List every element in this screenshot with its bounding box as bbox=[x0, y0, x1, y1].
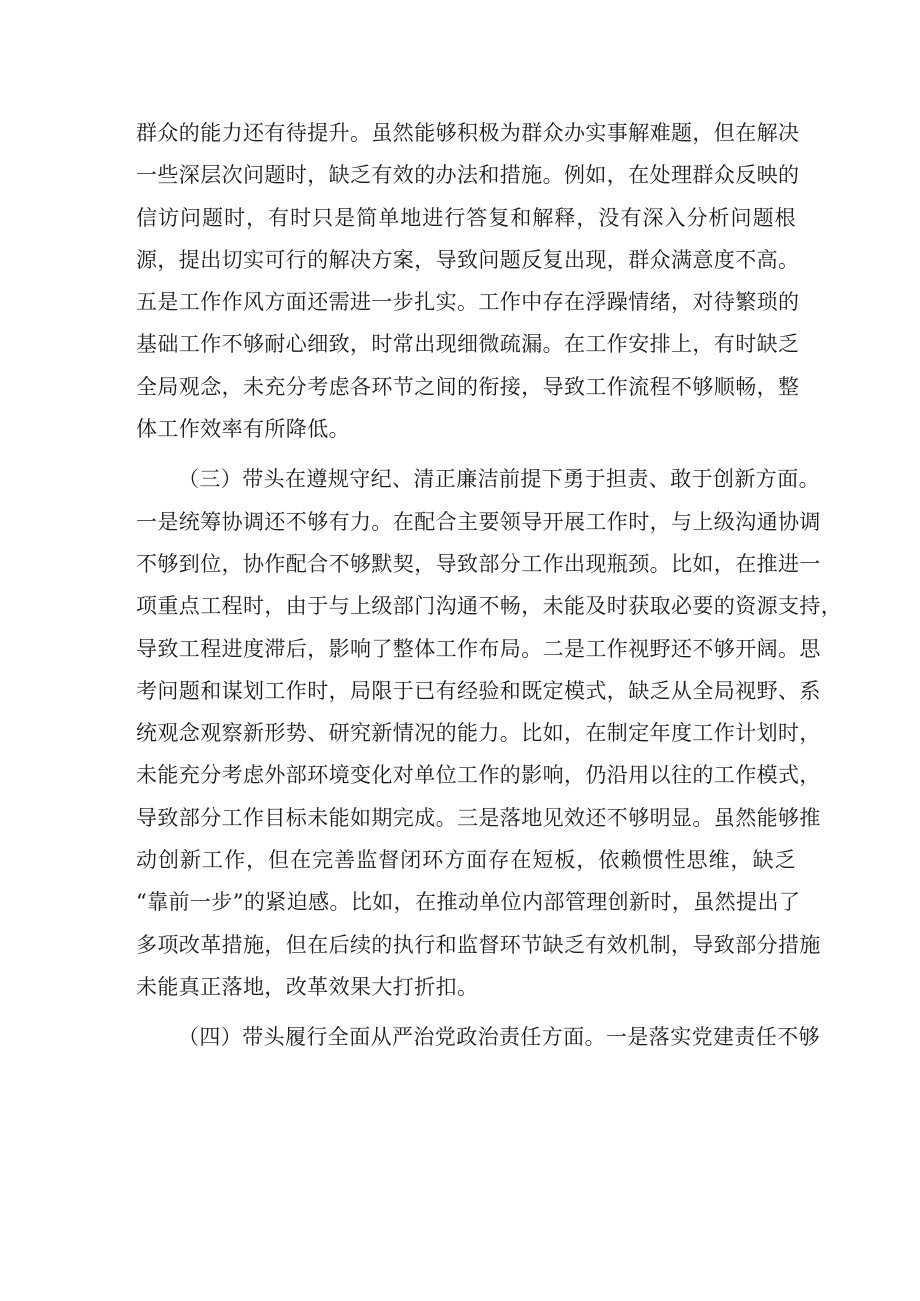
text-line: 五是工作作风方面还需进一步扎实。工作中存在浮躁情绪，对待繁琐的 bbox=[136, 290, 800, 315]
document-body bbox=[136, 112, 843, 1059]
text-line: 未能充分考虑外部环境变化对单位工作的影响，仍沿用以往的工作模式， bbox=[136, 763, 821, 788]
section-heading-line: （三）带头在遵规守纪、清正廉洁前提下勇于担责、敢于创新方面。 bbox=[178, 467, 820, 492]
text-line: 导致部分工作目标未能如期完成。三是落地见效还不够明显。虽然能够推 bbox=[136, 805, 821, 830]
section-heading-line: （四）带头履行全面从严治党政治责任方面。一是落实党建责任不够 bbox=[178, 1025, 820, 1050]
paragraph-gap bbox=[136, 1008, 796, 1016]
text-line: 多项改革措施，但在后续的执行和监督环节缺乏有效机制，导致部分措施 bbox=[136, 932, 821, 957]
text-line: 考问题和谋划工作时，局限于已有经验和既定模式，缺乏从全局视野、系 bbox=[136, 678, 821, 703]
text-line: 一是统筹协调还不够有力。在配合主要领导开展工作时，与上级沟通协调 bbox=[136, 509, 821, 534]
text-line: 一些深层次问题时，缺乏有效的办法和措施。例如，在处理群众反映的 bbox=[136, 163, 800, 188]
text-line: 信访问题时，有时只是简单地进行答复和解释，没有深入分析问题根 bbox=[136, 205, 796, 230]
text-line: 动创新工作，但在完善监督闭环方面存在短板，依赖惯性思维，缺乏 bbox=[136, 848, 796, 873]
text-line: 统观念观察新形势、研究新情况的能力。比如，在制定年度工作计划时， bbox=[136, 721, 821, 746]
text-line: 体工作效率有所降低。 bbox=[136, 417, 350, 442]
text-line: 项重点工程时，由于与上级部门沟通不畅，未能及时获取必要的资源支持， bbox=[136, 594, 843, 619]
text-line: 不够到位，协作配合不够默契，导致部分工作出现瓶颈。比如，在推进一 bbox=[136, 551, 821, 576]
text-line: 基础工作不够耐心细致，时常出现细微疏漏。在工作安排上，有时缺乏 bbox=[136, 332, 800, 357]
text-line: 群众的能力还有待提升。虽然能够积极为群众办实事解难题，但在解决 bbox=[136, 121, 800, 145]
text-line: 导致工程进度滞后，影响了整体工作布局。二是工作视野还不够开阔。思 bbox=[136, 636, 821, 661]
text-line: 源，提出切实可行的解决方案，导致问题反复出现，群众满意度不高。 bbox=[136, 247, 800, 272]
text-line: 未能真正落地，改革效果大打折扣。 bbox=[136, 974, 479, 999]
text-line: 全局观念，未充分考虑各环节之间的衔接，导致工作流程不够顺畅，整 bbox=[136, 374, 800, 399]
paragraph-gap bbox=[136, 450, 796, 458]
text-line: “靠前一步”的紧迫感。比如，在推动单位内部管理创新时，虽然提出了 bbox=[136, 890, 801, 915]
